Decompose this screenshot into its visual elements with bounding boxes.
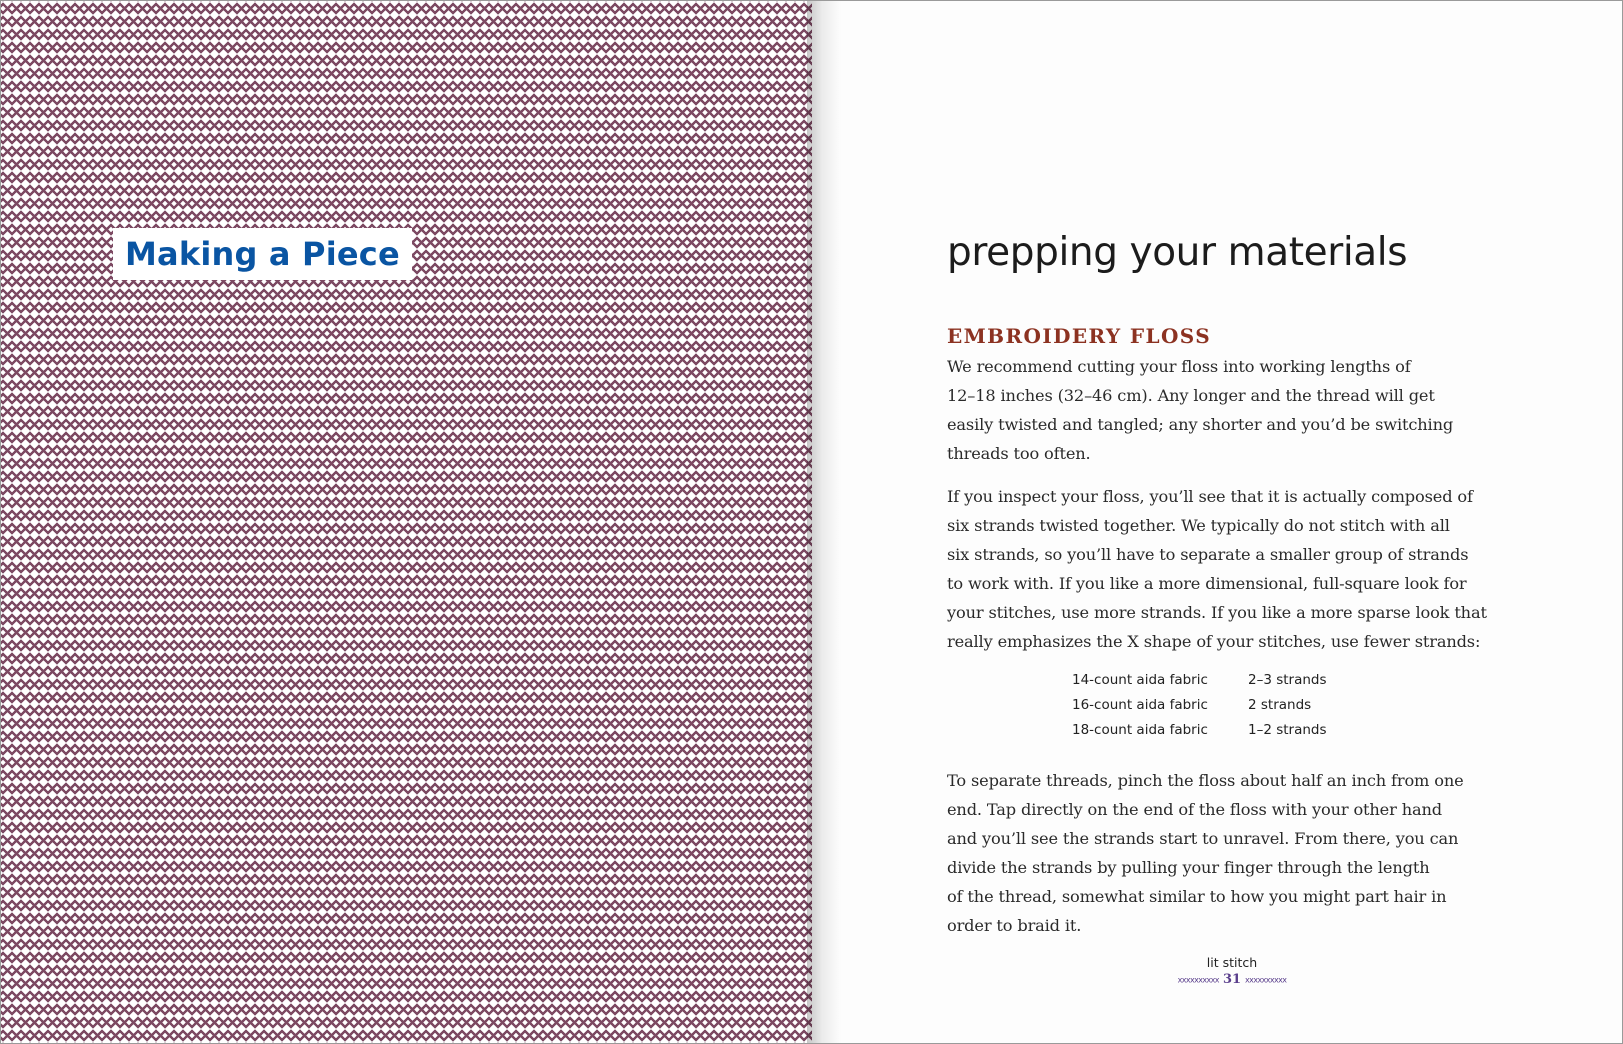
strand-count-cell: 1–2 strands — [1248, 722, 1327, 738]
folio-decoration-left: xxxxxxxxxx — [1177, 975, 1219, 985]
text-line: We recommend cutting your floss into working lengths of — [947, 357, 1411, 376]
page-number: 31 — [1222, 972, 1242, 988]
body-paragraph-3 — [947, 766, 1464, 940]
table-row — [1072, 693, 1327, 718]
text-line: to work with. If you like a more dimensional, full-square look for — [947, 574, 1467, 593]
text-line: end. Tap directly on the end of the floss with your other hand — [947, 800, 1442, 819]
text-line: divide the strands by pulling your finger through the length — [947, 858, 1430, 877]
text-line: To separate threads, pinch the floss about half an inch from one — [947, 771, 1464, 790]
folio-decoration-right: xxxxxxxxxx — [1245, 975, 1287, 985]
text-line: really emphasizes the X shape of your stitches, use fewer strands: — [947, 632, 1481, 651]
table-row — [1072, 668, 1327, 693]
strand-count-cell: 2–3 strands — [1248, 672, 1327, 688]
text-line: easily twisted and tangled; any shorter and you’d be switching — [947, 415, 1454, 434]
strand-count-cell: 2 strands — [1248, 697, 1312, 713]
text-line: threads too often. — [947, 444, 1091, 463]
text-line: of the thread, somewhat similar to how you might part hair in — [947, 887, 1447, 906]
fabric-count-cell: 16-count aida fabric — [1072, 697, 1208, 713]
chapter-label: Making a Piece — [113, 228, 412, 280]
text-line: six strands, so you’ll have to separate a smaller group of strands — [947, 545, 1469, 564]
table-row — [1072, 718, 1327, 743]
text-line: If you inspect your floss, you’ll see that it is actually composed of — [947, 487, 1473, 506]
text-line: 12–18 inches (32–46 cm). Any longer and the thread will get — [947, 386, 1435, 405]
running-footer-title: lit stitch — [1206, 955, 1258, 970]
fabric-count-cell: 14-count aida fabric — [1072, 672, 1208, 688]
page-title: prepping your materials — [947, 230, 1408, 275]
cross-stitch-pattern-page — [1, 1, 812, 1044]
text-line: order to braid it. — [947, 916, 1082, 935]
body-paragraph-1 — [947, 352, 1453, 468]
folio — [1112, 972, 1352, 988]
strand-count-table — [1072, 668, 1327, 743]
text-page — [812, 1, 1622, 1043]
text-line: six strands twisted together. We typically do not stitch with all — [947, 516, 1450, 535]
fabric-count-cell: 18-count aida fabric — [1072, 722, 1208, 738]
section-heading: EMBROIDERY FLOSS — [947, 324, 1212, 348]
body-paragraph-2 — [947, 482, 1487, 656]
text-line: your stitches, use more strands. If you like a more sparse look that — [947, 603, 1487, 622]
page-footer — [1112, 955, 1352, 988]
text-line: and you’ll see the strands start to unravel. From there, you can — [947, 829, 1459, 848]
